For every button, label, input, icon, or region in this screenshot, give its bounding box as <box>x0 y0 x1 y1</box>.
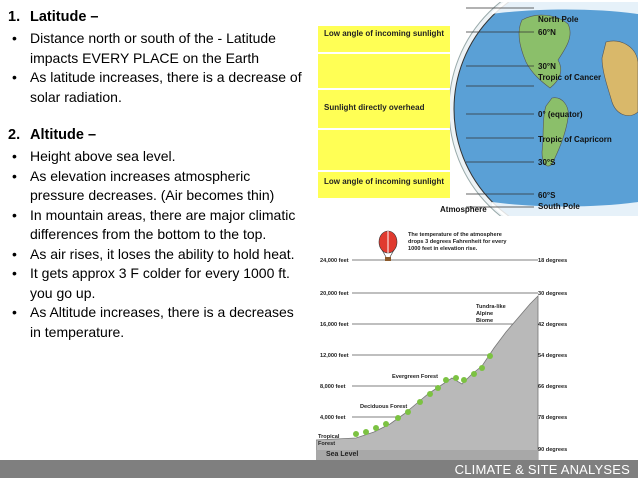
label-south-pole: South Pole <box>538 202 580 211</box>
altitude-figure <box>316 228 638 460</box>
text-column <box>8 8 308 342</box>
temperature-label: 78 degrees <box>538 415 568 421</box>
zone-deciduous-label: Deciduous Forest <box>360 404 408 410</box>
altitude-note: The temperature of the atmosphere drops 3 degrees Fahrenheit for every 1000 feet in elevation rise. <box>408 232 507 252</box>
band-bottom-label: Low angle of incoming sunlight <box>324 177 444 186</box>
altitude-label: 16,000 feet <box>320 322 349 328</box>
altitude-heading <box>8 126 308 145</box>
temperature-label: 42 degrees <box>538 322 568 328</box>
label-60s: 60°S <box>538 191 556 200</box>
temperature-label: 54 degrees <box>538 353 568 359</box>
label-tropic-cancer: Tropic of Cancer <box>538 73 602 82</box>
footer-bar <box>0 460 638 478</box>
altitude-bullets <box>8 147 308 342</box>
temperature-label: 30 degrees <box>538 291 568 297</box>
altitude-label: 20,000 feet <box>320 291 349 297</box>
zone-tropical-label: Tropical Forest <box>318 434 340 447</box>
label-atmosphere: Atmosphere <box>440 205 487 214</box>
label-30n: 30°N <box>538 62 556 71</box>
latitude-bullet: • Distance north or south of the - Latitude impacts EVERY PLACE on the Earth <box>8 29 308 68</box>
latitude-bullet: • As latitude increases, there is a decrease of solar radiation. <box>8 68 308 107</box>
altitude-bullet: • In mountain areas, there are major climatic differences from the bottom to the top. <box>8 206 308 245</box>
altitude-label: 24,000 feet <box>320 258 349 264</box>
label-north-pole: North Pole <box>538 15 579 24</box>
latitude-bullets <box>8 29 308 107</box>
label-30s: 30°S <box>538 158 556 167</box>
sea-level-label: Sea Level <box>326 451 359 458</box>
svg-text:Low angle of incoming sunlight <box>324 29 444 38</box>
altitude-bullet: • Height above sea level. <box>8 147 308 167</box>
label-equator: 0° (equator) <box>538 110 583 119</box>
temperature-label: 18 degrees <box>538 258 568 264</box>
band-middle-label: Sunlight directly overhead <box>324 103 425 112</box>
zone-evergreen-label: Evergreen Forest <box>392 374 439 380</box>
altitude-bullet: • As air rises, it loses the ability to hold heat. <box>8 245 308 265</box>
altitude-label: 8,000 feet <box>320 384 346 390</box>
altitude-number: 2. <box>8 127 21 143</box>
altitude-bullet: • As Altitude increases, there is a decreases in temperature. <box>8 303 308 342</box>
altitude-label: 4,000 feet <box>320 415 346 421</box>
zone-tundra-label: Tundra-like Alpine Biome <box>476 304 506 324</box>
altitude-label: 12,000 feet <box>320 353 349 359</box>
balloon-icon <box>379 231 397 261</box>
latitude-number: 1. <box>8 9 21 25</box>
temperature-label: 90 degrees <box>538 447 568 453</box>
label-tropic-capricorn: Tropic of Capricorn <box>538 135 612 144</box>
temperature-label: 66 degrees <box>538 384 568 390</box>
band-top-label: Low angle of incoming sunlight <box>324 29 444 38</box>
altitude-title: Altitude – <box>30 127 97 143</box>
latitude-title: Latitude – <box>30 9 99 25</box>
label-60n: 60°N <box>538 28 556 37</box>
altitude-bullet: • As elevation increases atmospheric pressure decreases. (Air becomes thin) <box>8 167 308 206</box>
latitude-heading <box>8 8 308 27</box>
altitude-bullet: • It gets approx 3 F colder for every 1000 ft. you go up. <box>8 264 308 303</box>
footer-title: CLIMATE & SITE ANALYSES <box>454 461 630 477</box>
latitude-earth-figure <box>316 2 638 216</box>
